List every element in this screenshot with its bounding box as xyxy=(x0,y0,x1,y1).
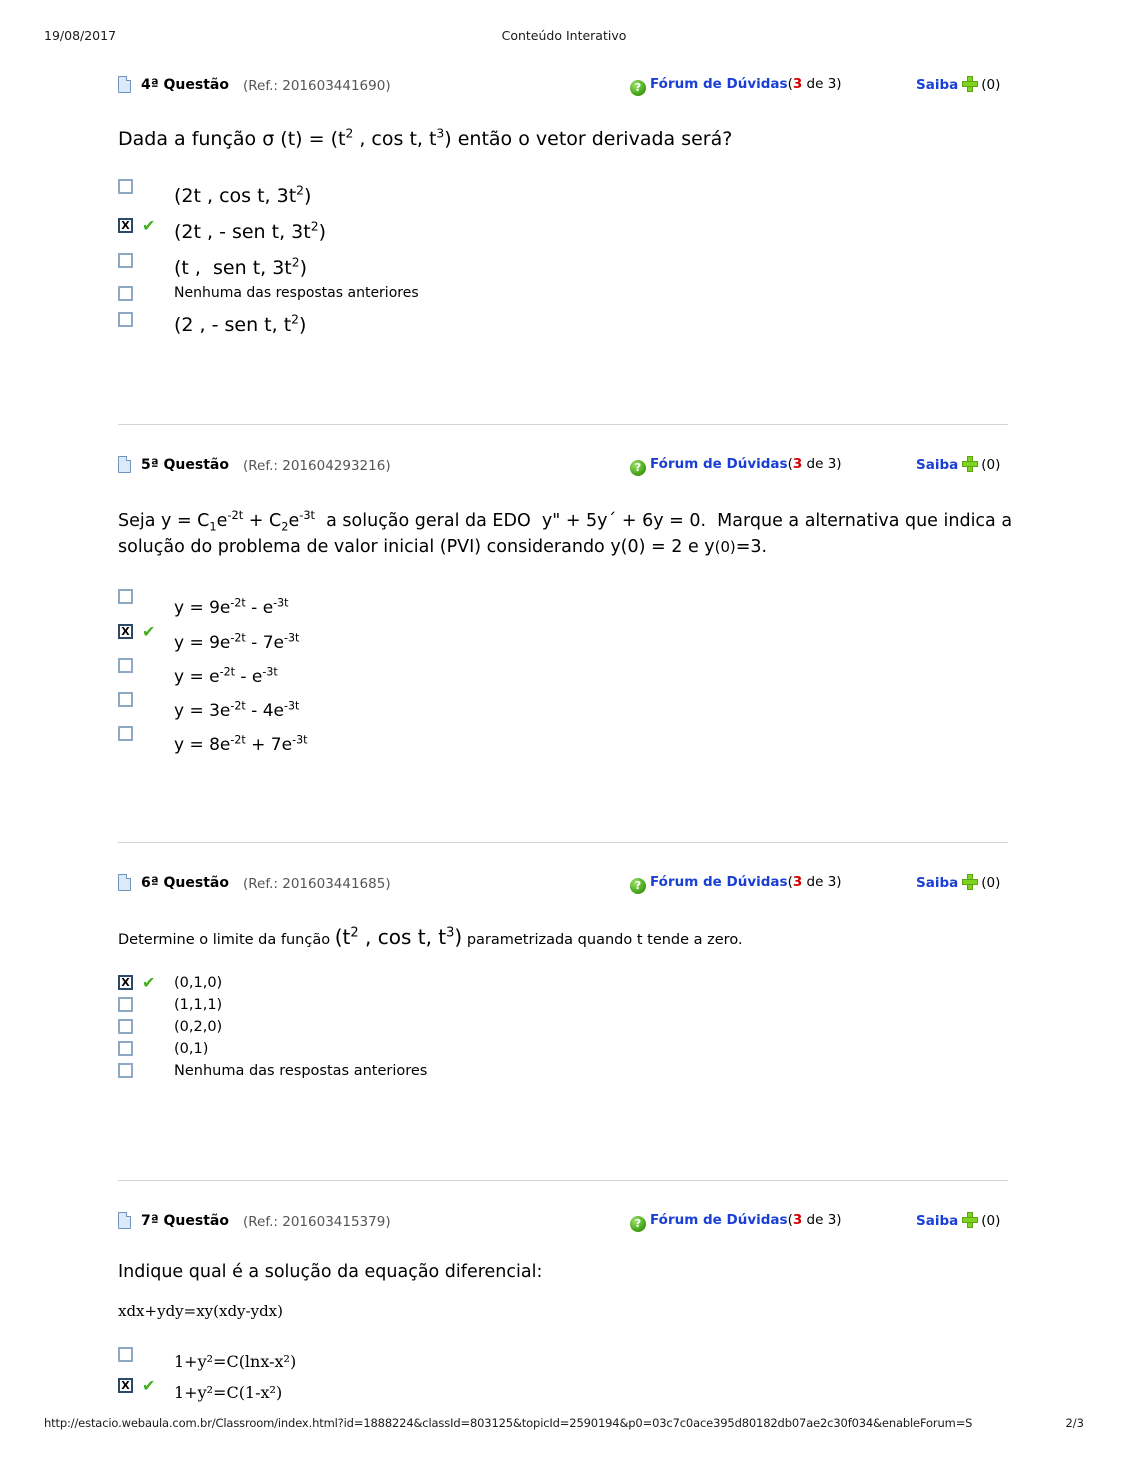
option-row[interactable] xyxy=(118,217,1018,252)
option-checkbox[interactable] xyxy=(118,658,133,673)
forum-count-open: ( xyxy=(787,874,793,890)
option-label: (t , sen t, $3t^2$) xyxy=(174,255,308,279)
question-statement-6: Determine o limite da função ($t^2$ , cos t, $t^3$) parametrizada quando t tende a zero. xyxy=(118,925,743,949)
saiba-label: Saiba xyxy=(916,457,959,473)
option-checkbox[interactable]: X xyxy=(118,218,133,233)
option-checkbox[interactable] xyxy=(118,1063,133,1078)
option-row[interactable] xyxy=(118,589,1018,624)
forum-count-open: ( xyxy=(787,76,793,92)
option-row[interactable] xyxy=(118,1019,1018,1041)
saiba-label: Saiba xyxy=(916,77,959,93)
option-row[interactable] xyxy=(118,1378,1018,1409)
option-checkbox[interactable]: X xyxy=(118,1378,133,1393)
question-header-5 xyxy=(118,456,1010,478)
forum-link-4[interactable] xyxy=(630,76,842,96)
option-row[interactable] xyxy=(118,285,1018,312)
plus-icon xyxy=(962,456,978,472)
option-label: (0,1) xyxy=(174,1041,209,1057)
option-checkbox[interactable] xyxy=(118,1019,133,1034)
question-reference: (Ref.: 201604293216) xyxy=(243,458,391,474)
question-header-6 xyxy=(118,874,1010,896)
forum-count-open: ( xyxy=(787,456,793,472)
option-checkbox[interactable]: X xyxy=(118,624,133,639)
print-header xyxy=(0,28,1128,46)
option-checkbox[interactable] xyxy=(118,312,133,327)
saiba-count: (0) xyxy=(981,1213,1001,1229)
correct-answer-check-icon: ✔ xyxy=(142,622,156,641)
forum-count-answered: 3 xyxy=(792,456,803,472)
print-date: 19/08/2017 xyxy=(44,28,117,43)
saiba-count: (0) xyxy=(981,77,1001,93)
option-row[interactable] xyxy=(118,312,1018,344)
section-divider xyxy=(118,424,1008,425)
forum-count-total: de 3) xyxy=(802,76,842,92)
help-question-icon: ? xyxy=(630,1216,646,1232)
correct-answer-check-icon: ✔ xyxy=(142,1376,156,1395)
question-reference: (Ref.: 201603415379) xyxy=(243,1214,391,1230)
option-label: $y = 9e^{-2t} - e^{-3t}$ xyxy=(174,596,289,618)
saiba-link-5[interactable] xyxy=(916,456,1000,473)
print-footer xyxy=(0,1416,1128,1436)
help-question-icon: ? xyxy=(630,80,646,96)
question-header-4 xyxy=(118,76,1010,98)
option-checkbox[interactable] xyxy=(118,726,133,741)
forum-count-total: de 3) xyxy=(802,456,842,472)
forum-label: Fórum de Dúvidas xyxy=(650,874,788,890)
option-row[interactable] xyxy=(118,178,1018,217)
options-list-4 xyxy=(118,178,1018,344)
forum-label: Fórum de Dúvidas xyxy=(650,76,788,92)
footer-page-number: 2/3 xyxy=(1065,1416,1084,1430)
plus-icon xyxy=(962,874,978,890)
option-label: Nenhuma das respostas anteriores xyxy=(174,1063,428,1079)
help-question-icon: ? xyxy=(630,878,646,894)
forum-count-answered: 3 xyxy=(792,1212,803,1228)
option-label: (2 , - sen t, $t^2$) xyxy=(174,312,307,336)
plus-icon xyxy=(962,76,978,92)
forum-link-5[interactable] xyxy=(630,456,842,476)
option-checkbox[interactable] xyxy=(118,286,133,301)
question-number: 6ª Questão xyxy=(141,875,229,891)
question-number: 4ª Questão xyxy=(141,77,229,93)
option-checkbox[interactable] xyxy=(118,1041,133,1056)
option-checkbox[interactable] xyxy=(118,589,133,604)
options-list-6 xyxy=(118,975,1018,1085)
option-row[interactable] xyxy=(118,1041,1018,1063)
question-statement-7-line1: Indique qual é a solução da equação diferencial: xyxy=(118,1262,543,1282)
option-checkbox[interactable]: X xyxy=(118,975,133,990)
section-divider xyxy=(118,842,1008,843)
document-icon xyxy=(118,874,131,891)
option-label: Nenhuma das respostas anteriores xyxy=(174,285,419,301)
option-row[interactable] xyxy=(118,658,1018,692)
question-reference: (Ref.: 201603441690) xyxy=(243,78,391,94)
option-checkbox[interactable] xyxy=(118,179,133,194)
option-row[interactable] xyxy=(118,252,1018,285)
option-row[interactable] xyxy=(118,624,1018,658)
saiba-link-4[interactable] xyxy=(916,76,1000,93)
saiba-count: (0) xyxy=(981,875,1001,891)
document-icon xyxy=(118,1212,131,1229)
forum-link-6[interactable] xyxy=(630,874,842,894)
question-number: 5ª Questão xyxy=(141,457,229,473)
option-label: (0,2,0) xyxy=(174,1019,223,1035)
option-checkbox[interactable] xyxy=(118,997,133,1012)
option-checkbox[interactable] xyxy=(118,253,133,268)
options-list-5 xyxy=(118,589,1018,760)
section-divider xyxy=(118,1180,1008,1181)
option-label: (0,1,0) xyxy=(174,975,223,991)
option-checkbox[interactable] xyxy=(118,692,133,707)
option-label: 1+y²=C(1-x²) xyxy=(174,1383,283,1402)
correct-answer-check-icon: ✔ xyxy=(142,216,156,235)
forum-count-answered: 3 xyxy=(792,76,803,92)
forum-count-open: ( xyxy=(787,1212,793,1228)
footer-url: http://estacio.webaula.com.br/Classroom/index.html?id=1888224&classId=803125&topicId=2590194&p0=03c7c0ace395d80182db07ae2c30f034&enableForum=S xyxy=(44,1416,973,1430)
option-label: 1+y²=C(lnx-x²) xyxy=(174,1352,297,1371)
option-row[interactable] xyxy=(118,975,1018,997)
option-label: (1,1,1) xyxy=(174,997,223,1013)
forum-label: Fórum de Dúvidas xyxy=(650,1212,788,1228)
help-question-icon: ? xyxy=(630,460,646,476)
options-list-7 xyxy=(118,1347,1018,1409)
question-reference: (Ref.: 201603441685) xyxy=(243,876,391,892)
option-label: (2t , - sen t, $3t^2$) xyxy=(174,219,326,243)
document-icon xyxy=(118,456,131,473)
document-icon xyxy=(118,76,131,93)
saiba-link-6[interactable] xyxy=(916,874,1000,891)
option-label: $y = 3e^{-2t} - 4e^{-3t}$ xyxy=(174,699,300,721)
forum-count-total: de 3) xyxy=(802,1212,842,1228)
forum-link-7[interactable] xyxy=(630,1212,842,1232)
option-label: $y = e^{-2t} - e^{-3t}$ xyxy=(174,665,278,687)
saiba-count: (0) xyxy=(981,457,1001,473)
forum-count-answered: 3 xyxy=(792,874,803,890)
question-statement-5: Seja $y = C_1e^{-2t} + C_2e^{-3t}$ a solução geral da EDO y" + 5y´ + 6y = 0. Marque a alternativa que indica a solução do problema de valor inicial (PVI) considerando y(0) = 2 e y(0)=3. xyxy=(118,508,1013,557)
saiba-label: Saiba xyxy=(916,1213,959,1229)
option-checkbox[interactable] xyxy=(118,1347,133,1362)
saiba-link-7[interactable] xyxy=(916,1212,1000,1229)
option-row[interactable] xyxy=(118,1347,1018,1378)
question-number: 7ª Questão xyxy=(141,1213,229,1229)
option-row[interactable] xyxy=(118,726,1018,760)
option-label: (2t , cos t, $3t^2$) xyxy=(174,183,312,207)
option-label: $y = 8e^{-2t} + 7e^{-3t}$ xyxy=(174,733,308,755)
option-row[interactable] xyxy=(118,692,1018,726)
option-label: $y = 9e^{-2t} - 7e^{-3t}$ xyxy=(174,631,300,653)
forum-count-total: de 3) xyxy=(802,874,842,890)
forum-label: Fórum de Dúvidas xyxy=(650,456,788,472)
option-row[interactable] xyxy=(118,1063,1018,1085)
correct-answer-check-icon: ✔ xyxy=(142,973,156,992)
question-statement-4: Dada a função σ $(t) = (t^2$ , cos t, $t^3$) então o vetor derivada será? xyxy=(118,126,733,150)
option-row[interactable] xyxy=(118,997,1018,1019)
question-header-7 xyxy=(118,1212,1010,1234)
print-title: Conteúdo Interativo xyxy=(501,28,627,43)
saiba-label: Saiba xyxy=(916,875,959,891)
plus-icon xyxy=(962,1212,978,1228)
question-statement-7-line2: xdx+ydy=xy(xdy-ydx) xyxy=(118,1302,283,1320)
